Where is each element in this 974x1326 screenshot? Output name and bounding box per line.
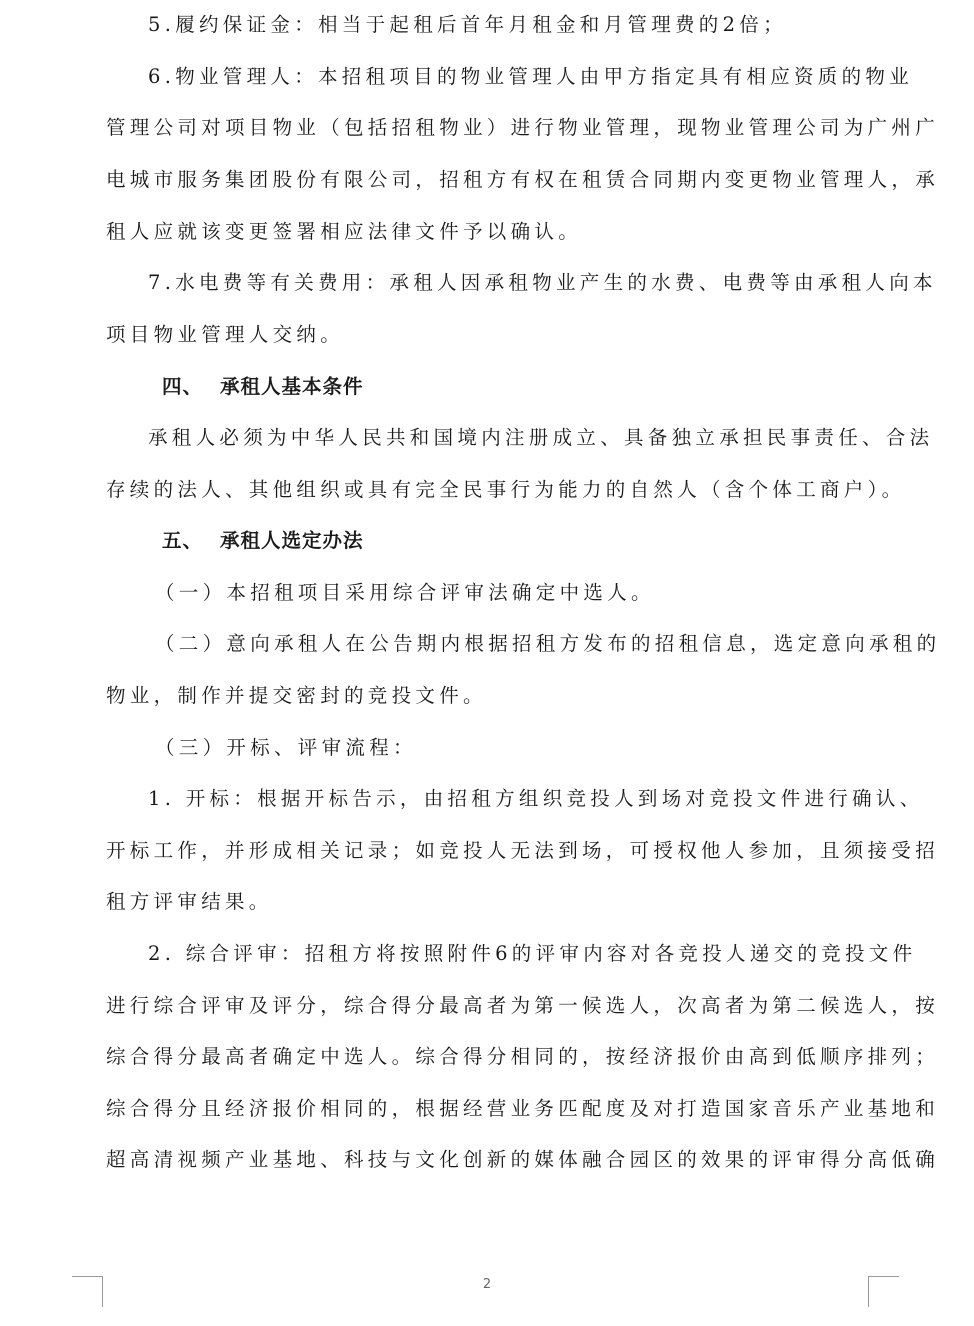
heading-number: 四、 xyxy=(162,375,204,398)
paragraph-line: （二）意向承租人在公告期内根据招租方发布的招租信息，选定意向承租的 xyxy=(155,632,941,655)
paragraph-line: 租人应就该变更签署相应法律文件予以确认。 xyxy=(106,220,583,243)
paragraph-line: 2. 综合评审：招租方将按照附件6的评审内容对各竞投人递交的竞投文件 xyxy=(148,942,917,965)
paragraph-line: 存续的法人、其他组织或具有完全民事行为能力的自然人（含个体工商户）。 xyxy=(106,478,906,501)
paragraph-line: （三）开标、评审流程： xyxy=(155,736,417,759)
paragraph-line: 开标工作，并形成相关记录；如竞投人无法到场，可授权他人参加，且须接受招 xyxy=(106,839,940,862)
paragraph-line: 6.物业管理人：本招租项目的物业管理人由甲方指定具有相应资质的物业 xyxy=(148,65,914,88)
paragraph-line: （一）本招租项目采用综合评审法确定中选人。 xyxy=(155,581,655,604)
heading-number: 五、 xyxy=(162,529,204,552)
paragraph-line: 物业，制作并提交密封的竞投文件。 xyxy=(106,684,487,707)
page-number: 2 xyxy=(482,1277,492,1292)
heading-title: 承租人选定办法 xyxy=(220,529,364,552)
paragraph-line: 进行综合评审及评分，综合得分最高者为第一候选人，次高者为第二候选人，按 xyxy=(106,994,940,1017)
paragraph-line: 租方评审结果。 xyxy=(106,890,273,913)
paragraph-line: 承租人必须为中华人民共和国境内注册成立、具备独立承担民事责任、合法 xyxy=(148,426,934,449)
paragraph-line: 项目物业管理人交纳。 xyxy=(106,323,345,346)
margin-corner-mark xyxy=(868,1276,899,1307)
paragraph-line: 电城市服务集团股份有限公司，招租方有权在租赁合同期内变更物业管理人，承 xyxy=(106,168,940,191)
paragraph-line: 1. 开标：根据开标告示，由招租方组织竞投人到场对竞投文件进行确认、 xyxy=(148,787,924,810)
paragraph-line: 7.水电费等有关费用：承租人因承租物业产生的水费、电费等由承租人向本 xyxy=(148,271,937,294)
paragraph-line: 综合得分最高者确定中选人。综合得分相同的，按经济报价由高到低顺序排列； xyxy=(106,1045,940,1068)
paragraph-line: 管理公司对项目物业（包括招租物业）进行物业管理，现物业管理公司为广州广 xyxy=(106,116,940,139)
paragraph-line: 5.履约保证金：相当于起租后首年月租金和月管理费的2倍； xyxy=(148,13,787,36)
section-heading-5 xyxy=(162,528,364,554)
heading-title: 承租人基本条件 xyxy=(220,375,364,398)
section-heading-4 xyxy=(162,374,364,400)
paragraph-line: 综合得分且经济报价相同的，根据经营业务匹配度及对打造国家音乐产业基地和 xyxy=(106,1097,940,1120)
paragraph-line: 超高清视频产业基地、科技与文化创新的媒体融合园区的效果的评审得分高低确 xyxy=(106,1148,940,1171)
